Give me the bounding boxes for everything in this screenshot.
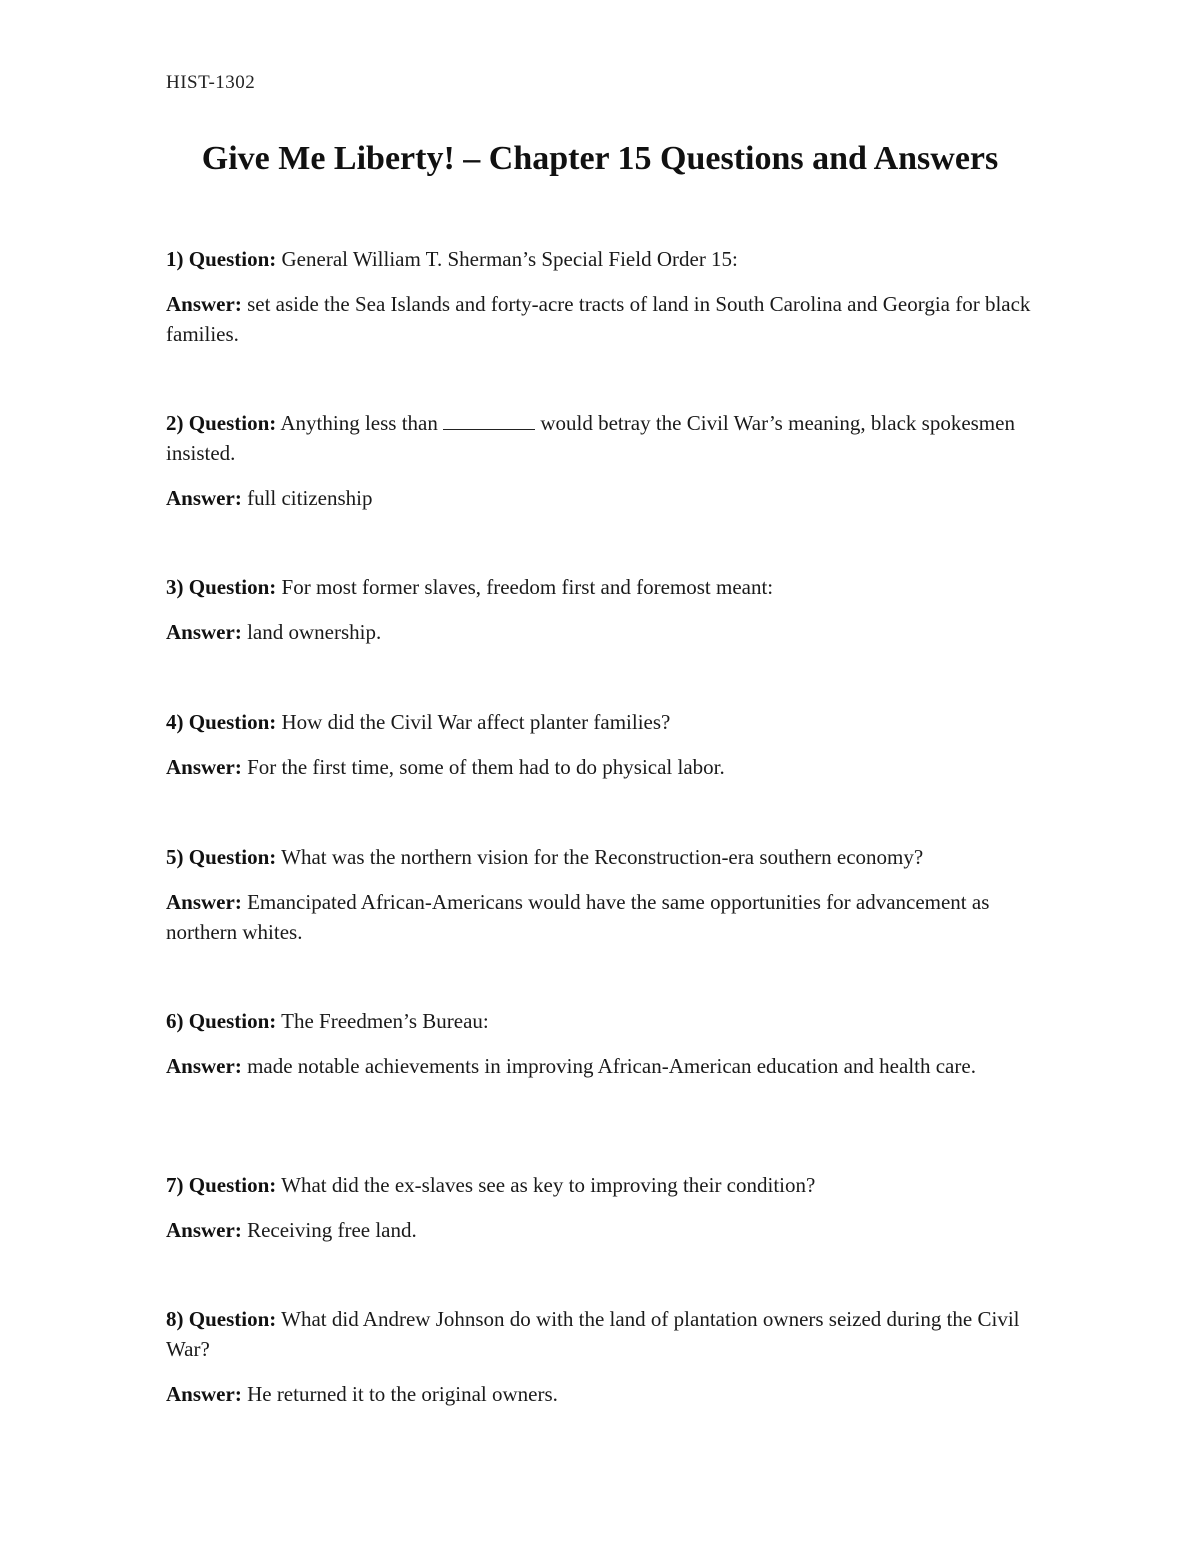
answer-text: made notable achievements in improving African-American education and health care.: [247, 1054, 976, 1078]
qa-item-7: [166, 1170, 1036, 1245]
question-text: What did Andrew Johnson do with the land of plantation owners seized during the Civil War?: [166, 1307, 1020, 1361]
answer-line: [166, 1379, 1036, 1409]
question-line: [166, 1304, 1036, 1364]
question-text: What was the northern vision for the Reconstruction-era southern economy?: [281, 845, 924, 869]
question-number: 6): [166, 1009, 184, 1033]
answer-label: Answer:: [166, 1218, 242, 1242]
question-label: Question:: [188, 1009, 277, 1033]
question-line: [166, 707, 1036, 737]
question-line: [166, 572, 1036, 602]
answer-line: [166, 289, 1036, 349]
question-line: [166, 1170, 1036, 1200]
answer-text: set aside the Sea Islands and forty-acre tracts of land in South Carolina and Georgia for black families.: [166, 292, 1031, 346]
question-line: [166, 244, 1036, 274]
qa-item-8: [166, 1304, 1036, 1409]
answer-label: Answer:: [166, 292, 242, 316]
answer-label: Answer:: [166, 1382, 242, 1406]
answer-line: [166, 887, 1036, 947]
question-number: 8): [166, 1307, 184, 1331]
question-text: The Freedmen’s Bureau:: [281, 1009, 489, 1033]
question-text: General William T. Sherman’s Special Field Order 15:: [281, 247, 738, 271]
qa-item-4: [166, 707, 1036, 782]
answer-line: [166, 752, 1036, 782]
qa-item-2: [166, 408, 1036, 513]
answer-label: Answer:: [166, 486, 242, 510]
question-label: Question:: [188, 575, 277, 599]
answer-line: [166, 483, 1036, 513]
answer-line: [166, 617, 1036, 647]
question-text: How did the Civil War affect planter families?: [281, 710, 671, 734]
question-line: [166, 1006, 1036, 1036]
question-text-after-blank: would betray the Civil War’s meaning, black spokesmen insisted.: [166, 411, 1015, 465]
question-number: 7): [166, 1173, 184, 1197]
answer-text: Emancipated African-Americans would have the same opportunities for advancement as northern whites.: [166, 890, 990, 944]
question-label: Question:: [188, 845, 277, 869]
answer-label: Answer:: [166, 755, 242, 779]
qa-item-5: [166, 842, 1036, 947]
question-number: 2): [166, 411, 184, 435]
document-title: Give Me Liberty! – Chapter 15 Questions and Answers: [201, 140, 999, 177]
question-line: [166, 408, 1036, 468]
answer-text: He returned it to the original owners.: [247, 1382, 558, 1406]
answer-label: Answer:: [166, 890, 242, 914]
question-text: For most former slaves, freedom first and foremost meant:: [281, 575, 774, 599]
question-label: Question:: [188, 1307, 277, 1331]
qa-item-6: [166, 1006, 1036, 1081]
question-text-before-blank: Anything less than: [280, 411, 438, 435]
question-line: [166, 842, 1036, 872]
question-label: Question:: [188, 411, 277, 435]
answer-line: [166, 1215, 1036, 1245]
question-number: 1): [166, 247, 184, 271]
answer-label: Answer:: [166, 620, 242, 644]
answer-text: land ownership.: [247, 620, 382, 644]
answer-text: For the first time, some of them had to do physical labor.: [247, 755, 725, 779]
course-code: HIST-1302: [166, 72, 256, 93]
question-label: Question:: [188, 710, 277, 734]
question-number: 4): [166, 710, 184, 734]
question-number: 3): [166, 575, 184, 599]
qa-item-3: [166, 572, 1036, 647]
question-label: Question:: [188, 1173, 277, 1197]
question-number: 5): [166, 845, 184, 869]
answer-line: [166, 1051, 1036, 1081]
answer-text: Receiving free land.: [247, 1218, 417, 1242]
question-label: Question:: [188, 247, 277, 271]
fill-in-blank: [443, 411, 535, 430]
qa-item-1: [166, 244, 1036, 349]
answer-text: full citizenship: [247, 486, 373, 510]
answer-label: Answer:: [166, 1054, 242, 1078]
question-text: What did the ex-slaves see as key to improving their condition?: [281, 1173, 816, 1197]
